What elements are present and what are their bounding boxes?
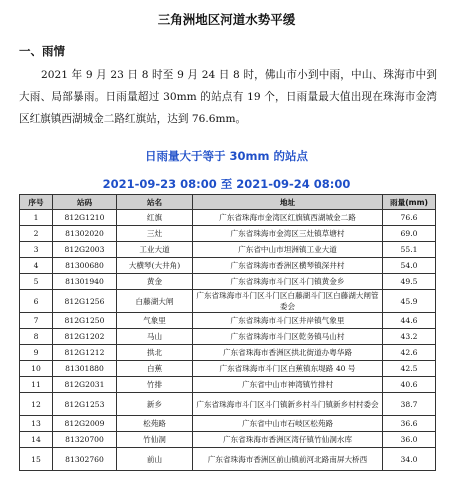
cell-rain: 49.5 (383, 274, 436, 290)
table-row (20, 361, 436, 377)
table-row (20, 258, 436, 274)
cell-address: 广东省珠海市香洲区拱北街道办粤华路 (193, 345, 383, 361)
cell-name: 白藤湖大闸 (117, 290, 193, 313)
cell-address: 广东省珠海市斗门区斗门镇黄金乡 (193, 274, 383, 290)
cell-no: 15 (20, 448, 53, 471)
cell-no: 9 (20, 345, 53, 361)
table-title: 日雨量大于等于 30mm 的站点 (145, 149, 308, 163)
cell-rain: 42.6 (383, 345, 436, 361)
rain-summary-paragraph (19, 64, 437, 130)
cell-address: 广东省中山市神湾镇竹排村 (193, 377, 383, 393)
cell-address: 广东省珠海市斗门区斗门区白藤湖斗门区白藤湖大闸管委会 (193, 290, 383, 313)
table-header-row (20, 195, 436, 210)
cell-rain: 36.6 (383, 416, 436, 432)
cell-address: 广东省中山市坦洲镇工业大道 (193, 242, 383, 258)
cell-no: 6 (20, 290, 53, 313)
cell-rain: 45.9 (383, 290, 436, 313)
cell-code: 812G1210 (53, 210, 117, 226)
cell-name: 竹仙洞 (117, 432, 193, 448)
cell-code: 81302020 (53, 226, 117, 242)
rainfall-table (19, 194, 436, 471)
table-row (20, 242, 436, 258)
table-row (20, 416, 436, 432)
cell-code: 812G1256 (53, 290, 117, 313)
cell-address: 广东省珠海市金湾区红旗镇西湖城金二路 (193, 210, 383, 226)
cell-address: 广东省珠海市香洲区前山镇前河北路南屏大桥西 (193, 448, 383, 471)
cell-name: 白蕉 (117, 361, 193, 377)
cell-code: 812G1212 (53, 345, 117, 361)
date-range: 2021-09-23 08:00 至 2021-09-24 08:00 (102, 177, 351, 191)
cell-no: 7 (20, 313, 53, 329)
table-row (20, 274, 436, 290)
cell-name: 松苑路 (117, 416, 193, 432)
header-name: 站名 (117, 195, 193, 210)
cell-name: 竹排 (117, 377, 193, 393)
cell-code: 812G2009 (53, 416, 117, 432)
cell-rain: 69.0 (383, 226, 436, 242)
table-row (20, 313, 436, 329)
cell-no: 14 (20, 432, 53, 448)
header-address: 地址 (193, 195, 383, 210)
table-row (20, 448, 436, 471)
table-row (20, 210, 436, 226)
table-row (20, 329, 436, 345)
cell-rain: 43.2 (383, 329, 436, 345)
cell-name: 大横琴(大井角) (117, 258, 193, 274)
cell-name: 气象里 (117, 313, 193, 329)
page-title: 三角洲地区河道水势平缓 (157, 12, 296, 27)
table-row (20, 226, 436, 242)
cell-code: 812G1253 (53, 393, 117, 416)
cell-address: 广东省珠海市斗门区乾务镇马山村 (193, 329, 383, 345)
cell-name: 前山 (117, 448, 193, 471)
cell-no: 13 (20, 416, 53, 432)
cell-rain: 42.5 (383, 361, 436, 377)
cell-name: 黄金 (117, 274, 193, 290)
table-row (20, 377, 436, 393)
table-row (20, 432, 436, 448)
cell-address: 广东省珠海市斗门区白蕉镇东堤路 40 号 (193, 361, 383, 377)
cell-name: 三灶 (117, 226, 193, 242)
cell-code: 812G1250 (53, 313, 117, 329)
cell-no: 11 (20, 377, 53, 393)
header-no: 序号 (20, 195, 53, 210)
rain-summary-text: 2021 年 9 月 23 日 8 时至 9 月 24 日 8 时，佛山市小到中雨，中山、珠海市中到大雨、局部暴雨。日雨量超过 30mm 的站点有 19 个，日雨量最大值出现在珠海市金湾区红旗镇西湖城金二路红旗站，达到 76.6mm。 (19, 69, 437, 125)
cell-address: 广东省珠海市香洲区湾仔镇竹仙洞水库 (193, 432, 383, 448)
cell-rain: 34.0 (383, 448, 436, 471)
cell-no: 12 (20, 393, 53, 416)
cell-name: 马山 (117, 329, 193, 345)
cell-address: 广东省中山市石岐区松苑路 (193, 416, 383, 432)
cell-code: 81301880 (53, 361, 117, 377)
cell-code: 812G2031 (53, 377, 117, 393)
cell-rain: 36.0 (383, 432, 436, 448)
cell-rain: 38.7 (383, 393, 436, 416)
cell-address: 广东省珠海市斗门区斗门镇新乡村斗门镇新乡村村委会 (193, 393, 383, 416)
cell-code: 812G1202 (53, 329, 117, 345)
header-code: 站码 (53, 195, 117, 210)
cell-code: 81301940 (53, 274, 117, 290)
cell-name: 红旗 (117, 210, 193, 226)
table-row (20, 393, 436, 416)
cell-rain: 55.1 (383, 242, 436, 258)
cell-rain: 44.6 (383, 313, 436, 329)
cell-rain: 54.0 (383, 258, 436, 274)
cell-code: 812G2003 (53, 242, 117, 258)
cell-address: 广东省珠海市斗门区井岸镇气象里 (193, 313, 383, 329)
header-rain: 雨量(mm) (383, 195, 436, 210)
cell-rain: 40.6 (383, 377, 436, 393)
cell-address: 广东省珠海市金湾区三灶镇草塘村 (193, 226, 383, 242)
cell-code: 81320700 (53, 432, 117, 448)
cell-no: 5 (20, 274, 53, 290)
cell-name: 拱北 (117, 345, 193, 361)
cell-no: 10 (20, 361, 53, 377)
cell-code: 81302760 (53, 448, 117, 471)
section-heading: 一、雨情 (19, 44, 65, 58)
cell-address: 广东省珠海市香洲区横琴镇深井村 (193, 258, 383, 274)
cell-code: 81300680 (53, 258, 117, 274)
cell-name: 新乡 (117, 393, 193, 416)
cell-no: 3 (20, 242, 53, 258)
table-row (20, 290, 436, 313)
cell-rain: 76.6 (383, 210, 436, 226)
cell-no: 1 (20, 210, 53, 226)
table-body (20, 210, 436, 471)
cell-no: 8 (20, 329, 53, 345)
cell-no: 4 (20, 258, 53, 274)
cell-no: 2 (20, 226, 53, 242)
table-row (20, 345, 436, 361)
cell-name: 工业大道 (117, 242, 193, 258)
